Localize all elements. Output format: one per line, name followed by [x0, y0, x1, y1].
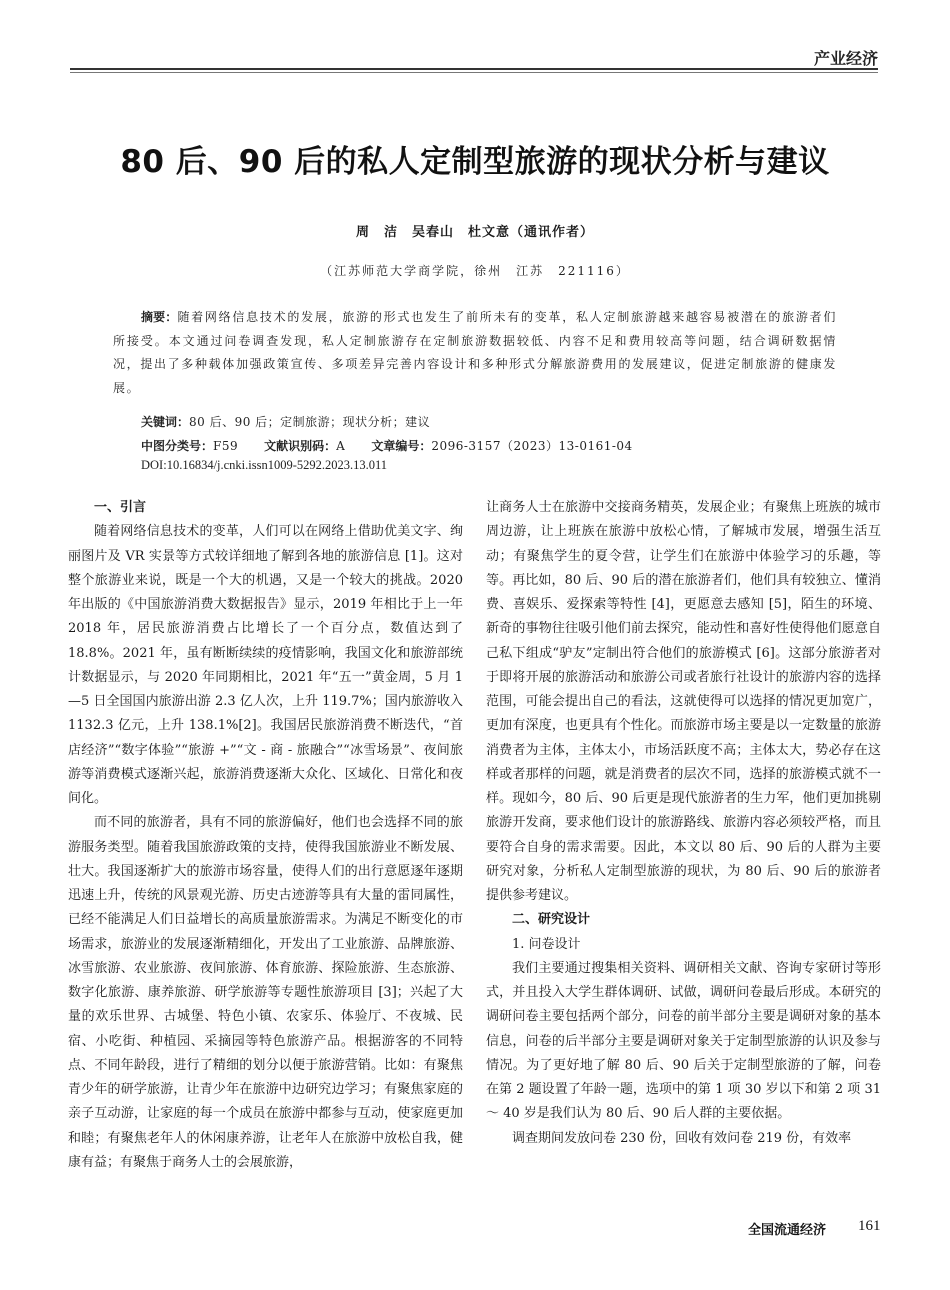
affiliation: （江苏师范大学商学院，徐州 江苏 221116） — [320, 264, 630, 278]
article-number-label: 文章编号： — [371, 439, 432, 453]
section-heading-introduction: 一、引言 — [94, 500, 147, 515]
classification-line — [141, 437, 633, 454]
doc-code-value: A — [336, 439, 346, 453]
journal-name: 全国流通经济 — [748, 1223, 827, 1238]
doi: DOI:10.16834/j.cnki.issn1009-5292.2023.13.011 — [141, 458, 388, 472]
header-rule-thin — [70, 72, 878, 73]
abstract-text: 随着网络信息技术的发展，旅游的形式也发生了前所未有的变革，私人定制旅游越来越容易被潜在的旅游者们所接受。本文通过问卷调查发现，私人定制旅游存在定制旅游数据较低、内容不足和费用较高等问题，结合调研数据情况，提出了多种载体加强政策宣传、多项差异完善内容设计和多种形式分解旅游费用的发展建议，促进定制旅游的健康发展。 — [113, 310, 837, 395]
clc-label: 中图分类号： — [141, 439, 214, 453]
keywords-label: 关键词： — [141, 415, 190, 429]
right-column — [486, 496, 881, 1151]
paragraph: 我们主要通过搜集相关资料、调研相关文献、咨询专家研讨等形式，并且投入大学生群体调研、试做，调研问卷最后形成。本研究的调研问卷主要包括两个部分，问卷的前半部分主要是调研对象的基本信息，问卷的后半部分主要是调研对象关于定制型旅游的认识及参与情况。为了更好地了解 80 后、90 后关于定制型旅游的了解，问卷在第 2 题设置了年龄一题，选项中的第 1 项 30 岁以下和第 2 项 31 ～ 40 岁是我们认为 80 后、90 后人群的主要依据。 — [486, 960, 881, 1122]
doc-code-label: 文献识别码： — [264, 439, 337, 453]
page-number: 161 — [858, 1218, 881, 1234]
article-title: 80 后、90 后的私人定制型旅游的现状分析与建议 — [120, 144, 830, 180]
left-column — [68, 496, 463, 1175]
abstract-label: 摘要： — [141, 310, 178, 324]
paragraph: 让商务人士在旅游中交接商务精英，发展企业；有聚焦上班族的城市周边游，让上班族在旅游中放松心情，了解城市发展，增强生活互动；有聚焦学生的夏令营，让学生们在旅游中体验学习的乐趣，等等。再比如，80 后、90 后的潜在旅游者们，他们具有较独立、懂消费、喜娱乐、爱探索等特性 [4]，更愿意去感知 [5]，陌生的环境、新奇的事物往往吸引他们前去探究，能动性和喜好性使得他们愿意自己私下组成“驴友”定制出符合他们的旅游模式 [6]。这部分旅游者对于即将开展的旅游活动和旅游公司或者旅行社设计的旅游内容的选择范围，可能会提出自己的看法，这就使得可以选择的情况更加宽广，更加有深度，也更具有个性化。而旅游市场主要是以一定数量的旅游消费者为主体，主体太小，市场活跃度不高；主体太大，势必存在这样或者那样的问题，就是消费者的层次不同，选择的旅游模式就不一样。现如今，80 后、90 后更是现代旅游者的生力军，他们更加挑剔旅游开发商，要求他们设计的旅游路线、旅游内容必须较严格，而且要符合自身的需求需要。因此，本文以 80 后、90 后的人群为主要研究对象，分析私人定制型旅游的现状，为 80 后、90 后的旅游者提供参考建议。 — [486, 500, 881, 903]
header-rule — [70, 68, 878, 70]
clc-value: F59 — [213, 439, 239, 453]
paragraph: 随着网络信息技术的变革，人们可以在网络上借助优美文字、绚丽图片及 VR 实景等方式较详细地了解到各地的旅游信息 [1]。这对整个旅游业来说，既是一个大的机遇，又是一个较大的挑战。2020 年出版的《中国旅游消费大数据报告》显示，2019 年相比于上一年 2018 年，居民旅游消费占比增长了一个百分点，数值达到了 18.8%。2021 年，虽有断断续续的疫情影响，我国文化和旅游部统计数据显示，与 2020 年同期相比，2021 年“五一”黄金周，5 月 1—5 日全国国内旅游出游 2.3 亿人次，上升 119.7%；国内旅游收入 1132.3 亿元，上升 138.1%[2]。我国居民旅游消费不断迭代，“首店经济”“数字体验”“旅游 +”“文 - 商 - 旅融合”“冰雪场景”、夜间旅游等消费模式逐渐兴起，旅游消费逐渐大众化、区域化、日常化和夜间化。 — [68, 524, 463, 806]
paragraph: 调查期间发放问卷 230 份，回收有效问卷 219 份，有效率 — [512, 1130, 852, 1146]
keywords-text: 80 后、90 后；定制旅游；现状分析；建议 — [189, 415, 431, 429]
authors: 周 洁 吴春山 杜文意（通讯作者） — [355, 225, 594, 240]
abstract — [113, 306, 837, 400]
keywords — [141, 413, 430, 430]
article-number-value: 2096-3157（2023）13-0161-04 — [431, 439, 633, 453]
paragraph: 而不同的旅游者，具有不同的旅游偏好，他们也会选择不同的旅游服务类型。随着我国旅游政策的支持，使得我国旅游业不断发展、壮大。我国逐渐扩大的旅游市场容量，使得人们的出行意愿逐年逐期迅速上升，传统的风景观光游、历史古迹游等具有大量的雷同属性，已经不能满足人们日益增长的高质量旅游需求。为满足不断变化的市场需求，旅游业的发展逐渐精细化，开发出了工业旅游、品牌旅游、冰雪旅游、农业旅游、夜间旅游、体育旅游、探险旅游、生态旅游、数字化旅游、康养旅游、研学旅游等专题性旅游项目 [3]；兴起了大量的欢乐世界、古城堡、特色小镇、农家乐、体验厅、不夜城、民宿、小吃街、种植园、采摘园等特色旅游产品。根据游客的不同特点、不同年龄段，进行了精细的划分以便于旅游营销。比如：有聚焦青少年的研学旅游，让青少年在旅游中边研究边学习；有聚焦家庭的亲子互动游，让家庭的每一个成员在旅游中都参与互动，使家庭更加和睦；有聚焦老年人的休闲康养游，让老年人在旅游中放松自我，健康有益；有聚焦于商务人士的会展旅游， — [68, 815, 463, 1170]
section-heading-research-design: 二、研究设计 — [512, 912, 591, 928]
section-label: 产业经济 — [813, 49, 878, 68]
subsection-heading: 1. 问卷设计 — [512, 936, 581, 952]
